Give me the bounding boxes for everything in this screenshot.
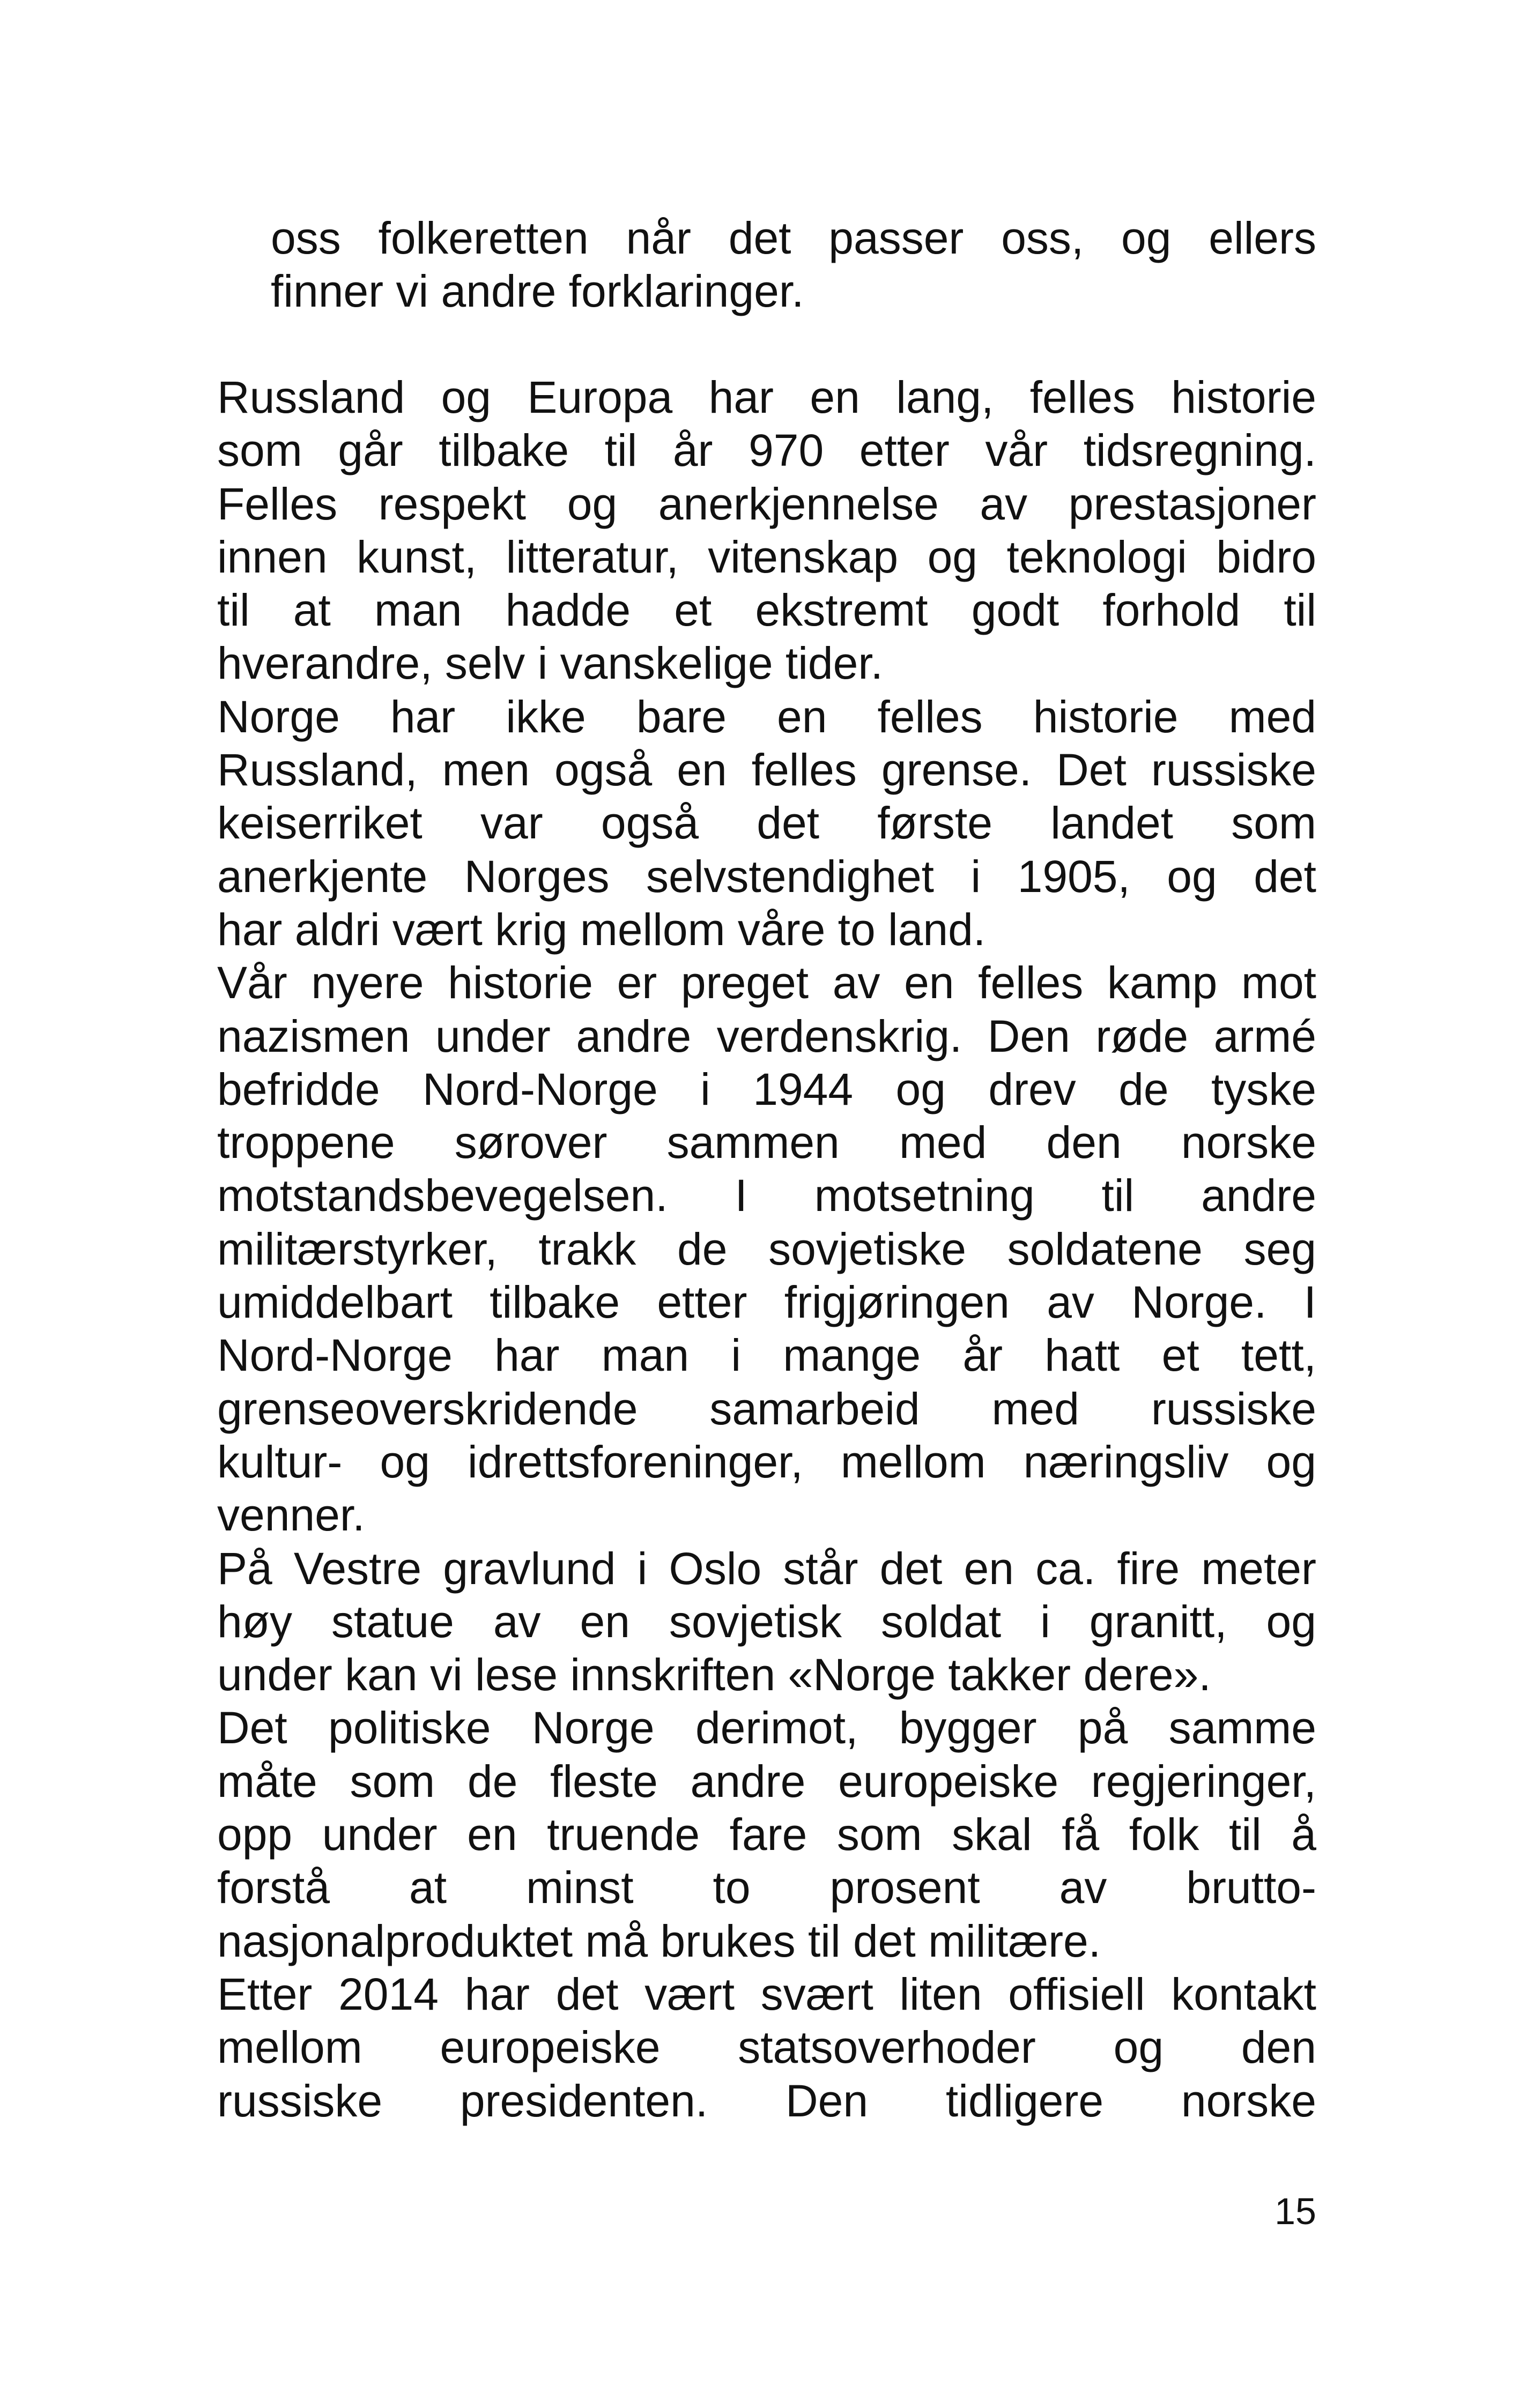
text-line: Vår nyere historie er preget av en felles kamp mot	[217, 957, 1316, 1008]
text-line: har aldri vært krig mellom våre to land.	[217, 904, 986, 955]
body-text	[217, 371, 1316, 2128]
text-line: under kan vi lese innskriften «Norge takker dere».	[217, 1649, 1211, 1700]
text-line: grenseoverskridende samarbeid med russiske	[217, 1383, 1316, 1434]
text-line: Russland, men også en felles grense. Det russiske	[217, 745, 1316, 796]
text-line: venner.	[217, 1490, 365, 1541]
text-line: Det politiske Norge derimot, bygger på samme	[217, 1703, 1316, 1753]
text-line: nazismen under andre verdenskrig. Den røde armé	[217, 1010, 1316, 1061]
page-number: 15	[1275, 2190, 1316, 2232]
text-line: motstandsbevegelsen. I motsetning til andre	[217, 1170, 1316, 1221]
text-line: troppene sørover sammen med den norske	[217, 1117, 1316, 1168]
text-line: umiddelbart tilbake etter frigjøringen av Norge. I	[217, 1277, 1316, 1328]
text-line: På Vestre gravlund i Oslo står det en ca. fire meter	[217, 1543, 1316, 1594]
text-line: Etter 2014 har det vært svært liten offisiell kontakt	[217, 1968, 1316, 2019]
text-line: innen kunst, litteratur, vitenskap og teknologi bidro	[217, 531, 1316, 582]
text-line: til at man hadde et ekstremt godt forhold til	[217, 585, 1316, 636]
text-line: nasjonalproduktet må brukes til det militære.	[217, 1915, 1101, 1966]
text-line: russiske presidenten. Den tidligere norske	[217, 2075, 1316, 2126]
text-line: Russland og Europa har en lang, felles historie	[217, 372, 1316, 422]
text-line: finner vi andre forklaringer.	[271, 266, 804, 317]
text-line: hverandre, selv i vanskelige tider.	[217, 638, 883, 689]
text-line: Felles respekt og anerkjennelse av prestasjoner	[217, 478, 1316, 529]
text-line: befridde Nord-Norge i 1944 og drev de tyske	[217, 1064, 1316, 1114]
text-line: militærstyrker, trakk de sovjetiske soldatene seg	[217, 1223, 1316, 1274]
text-line: forstå at minst to prosent av brutto-	[217, 1862, 1316, 1913]
text-line: mellom europeiske statsoverhoder og den	[217, 2022, 1316, 2073]
text-line: måte som de fleste andre europeiske regjeringer,	[217, 1756, 1316, 1807]
text-line: opp under en truende fare som skal få folk til å	[217, 1809, 1316, 1860]
intro-paragraph	[271, 212, 1316, 318]
text-line: som går tilbake til år 970 etter vår tidsregning.	[217, 425, 1316, 476]
text-line: keiserriket var også det første landet som	[217, 798, 1316, 849]
text-line: Norge har ikke bare en felles historie med	[217, 691, 1316, 742]
text-line: Nord-Norge har man i mange år hatt et tett,	[217, 1330, 1316, 1381]
text-line: anerkjente Norges selvstendighet i 1905, og det	[217, 851, 1316, 902]
text-line: høy statue av en sovjetisk soldat i granitt, og	[217, 1596, 1316, 1647]
text-line: oss folkeretten når det passer oss, og ellers	[271, 213, 1316, 263]
text-line: kultur- og idrettsforeninger, mellom næringsliv og	[217, 1436, 1316, 1487]
